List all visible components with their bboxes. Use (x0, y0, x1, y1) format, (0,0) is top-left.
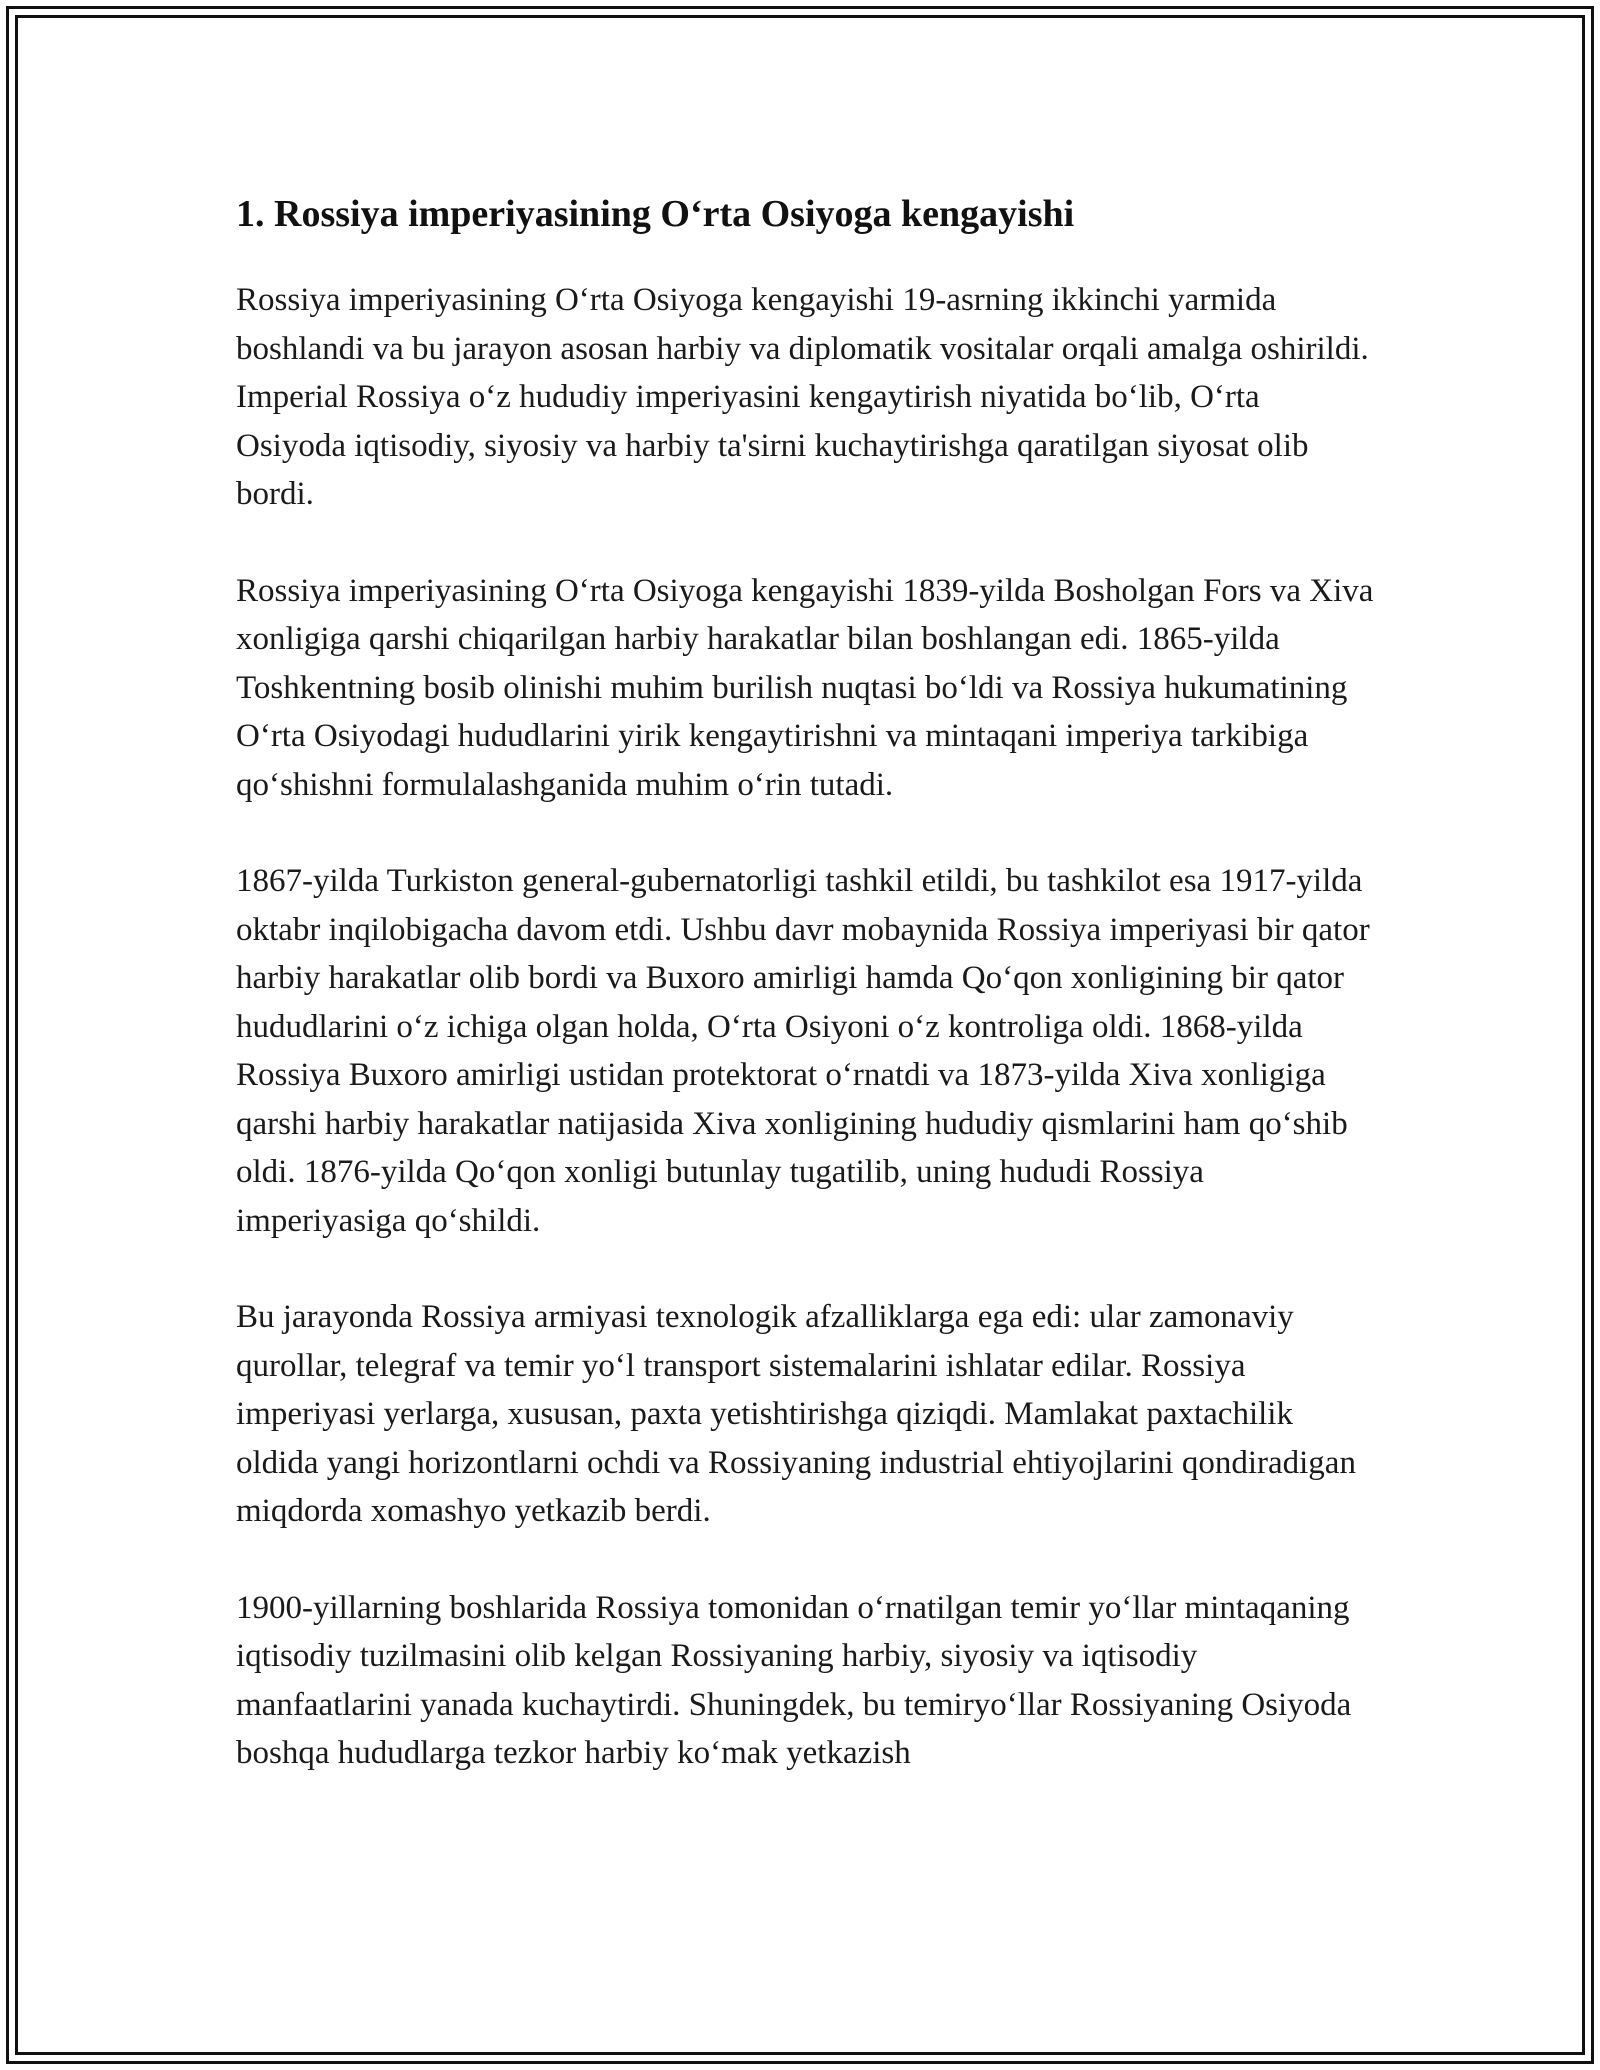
paragraph-2: Rossiya imperiyasining Oʻrta Osiyoga kengayishi 1839-yilda Bosholgan Fors va Xiva xonligiga qarshi chiqarilgan harbiy harakatlar bilan boshlangan edi. 1865-yilda Toshkentning bosib olinishi muhim burilish nuqtasi boʻldi va Rossiya hukumatining Oʻrta Osiyodagi hududlarini yirik kengaytirishni va mintaqani imperiya tarkibiga qoʻshishni formulalashganida muhim oʻrin tutadi. (236, 572, 1374, 803)
document-body (236, 188, 1376, 1826)
paragraph-3: 1867-yilda Turkiston general-gubernatorligi tashkil etildi, bu tashkilot esa 1917-yilda oktabr inqilobigacha davom etdi. Ushbu davr mobaynida Rossiya imperiyasi bir qator harbiy harakatlar olib bordi va Buxoro amirligi hamda Qoʻqon xonligining bir qator hududlarini oʻz ichiga olgan holda, Oʻrta Osiyoni oʻz kontroliga oldi. 1868-yilda Rossiya Buxoro amirligi ustidan protektorat oʻrnatdi va 1873-yilda Xiva xonligiga qarshi harbiy harakatlar natijasida Xiva xonligining hududiy qismlarini ham qoʻshib oldi. 1876-yilda Qoʻqon xonligi butunlay tugatilib, uning hududi Rossiya imperiyasiga qoʻshildi. (236, 863, 1370, 1239)
paragraph-5: 1900-yillarning boshlarida Rossiya tomonidan oʻrnatilgan temir yoʻllar mintaqaning iqtisodiy tuzilmasini olib kelgan Rossiyaning harbiy, siyosiy va iqtisodiy manfaatlarini yanada kuchaytirdi. Shuningdek, bu temiryoʻllar Rossiyaning Osiyoda boshqa hududlarga tezkor harbiy koʻmak yetkazish (236, 1589, 1352, 1771)
section-title: 1. Rossiya imperiyasining Oʻrta Osiyoga kengayishi (236, 193, 1075, 235)
paragraph-1: Rossiya imperiyasining Oʻrta Osiyoga kengayishi 19-asrning ikkinchi yarmida boshlandi va bu jarayon asosan harbiy va diplomatik vositalar orqali amalga oshirildi. Imperial Rossiya oʻz hududiy imperiyasini kengaytirish niyatida boʻlib, Oʻrta Osiyoda iqtisodiy, siyosiy va harbiy ta'sirni kuchaytirishga qaratilgan siyosat olib bordi. (236, 282, 1369, 512)
paragraph-4: Bu jarayonda Rossiya armiyasi texnologik afzalliklarga ega edi: ular zamonaviy qurollar, telegraf va temir yoʻl transport sistemalarini ishlatar edilar. Rossiya imperiyasi yerlarga, xususan, paxta yetishtirishga qiziqdi. Mamlakat paxtachilik oldida yangi horizontlarni ochdi va Rossiyaning industrial ehtiyojlarini qondiradigan miqdorda xomashyo yetkazib berdi. (236, 1299, 1356, 1529)
